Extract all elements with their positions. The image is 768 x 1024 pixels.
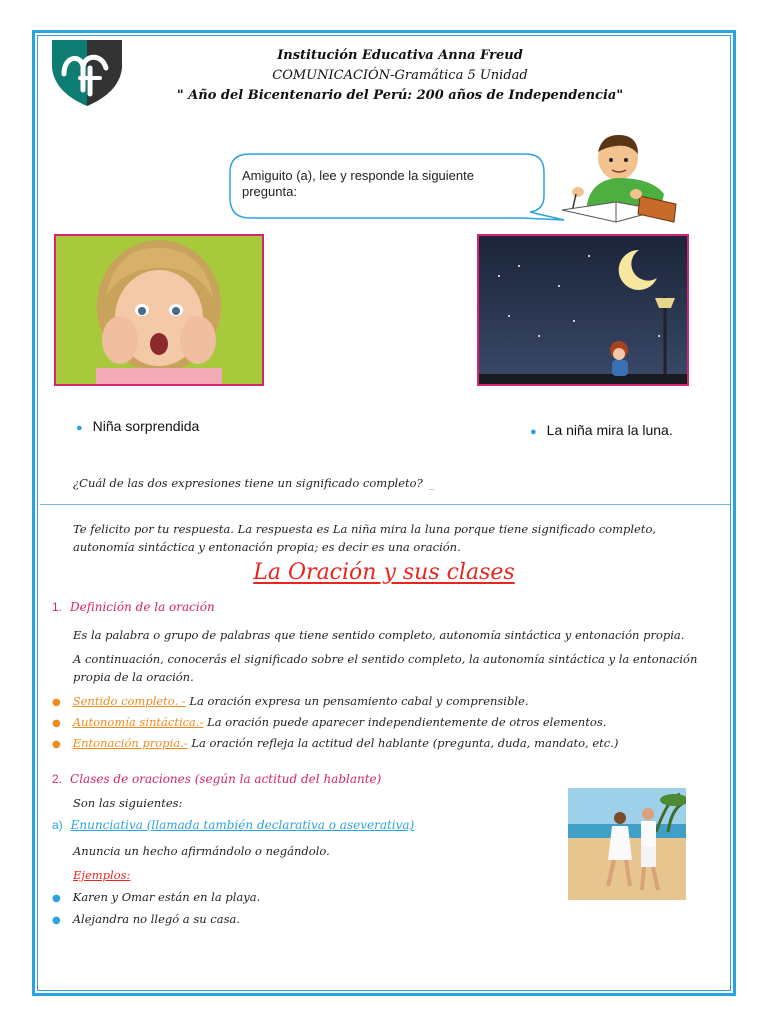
blue-bullet-icon: ● [530, 426, 537, 438]
subsection-a-description: Anuncia un hecho afirmándolo o negándolo. [73, 844, 330, 858]
examples-label: Ejemplos: [73, 868, 131, 882]
list-item: ● Alejandra no llegó a su casa. [52, 912, 240, 926]
list-item: ● Entonación propia.- La oración refleja la actitud del hablante (pregunta, duda, mandato, etc.) [52, 736, 619, 750]
section2-heading: 2. Clases de oraciones (según la actitud del hablante) [52, 772, 382, 786]
couple-on-beach-photo [568, 788, 686, 900]
left-image-caption: ● Niña sorprendida [76, 418, 200, 434]
list-item: ● Karen y Omar están en la playa. [52, 890, 261, 904]
girl-looking-at-moon-photo [477, 234, 689, 386]
section2-intro: Son las siguientes: [73, 796, 183, 810]
right-image-caption: ● La niña mira la luna. [530, 422, 673, 438]
school-shield-logo [50, 38, 124, 108]
subject-line: COMUNICACIÓN-Gramática 5 Unidad [272, 68, 528, 83]
school-name: Institución Educativa Anna Freud [277, 48, 523, 63]
question: ¿Cuál de las dos expresiones tiene un significado completo? _ [73, 476, 435, 490]
document-header [140, 46, 660, 106]
list-item: ● Sentido completo. - La oración expresa un pensamiento cabal y comprensible. [52, 694, 529, 708]
section1-definition: Es la palabra o grupo de palabras que tiene sentido completo, autonomía sintáctica y entonación propia. [73, 628, 685, 642]
section1-heading: 1. Definición de la oración [52, 600, 215, 614]
section1-intro: A continuación, conocerás el significado sobre el sentido completo, la autonomía sintáctica y la entonación propia de la oración. [73, 652, 698, 684]
subsection-a-heading: a) Enunciativa (llamada también declarativa o aseverativa) [52, 818, 415, 832]
list-item: ● Autonomía sintáctica.- La oración puede aparecer independientemente de otros elementos. [52, 715, 607, 729]
boy-reading-illustration [556, 132, 684, 228]
year-motto: " Año del Bicentenario del Perú: 200 años de Independencia" [176, 88, 624, 103]
speech-bubble-text: Amiguito (a), lee y responde la siguiente pregunta: [242, 168, 474, 199]
surprised-girl-photo [54, 234, 264, 386]
blue-bullet-icon: ● [76, 422, 83, 434]
page-title: La Oración y sus clases [253, 560, 515, 585]
divider [40, 504, 730, 505]
answer-paragraph: Te felicito por tu respuesta. La respuesta es La niña mira la luna porque tiene significado completo, autonomía sintáctica y entonación propia; es decir es una oración. [73, 522, 657, 554]
